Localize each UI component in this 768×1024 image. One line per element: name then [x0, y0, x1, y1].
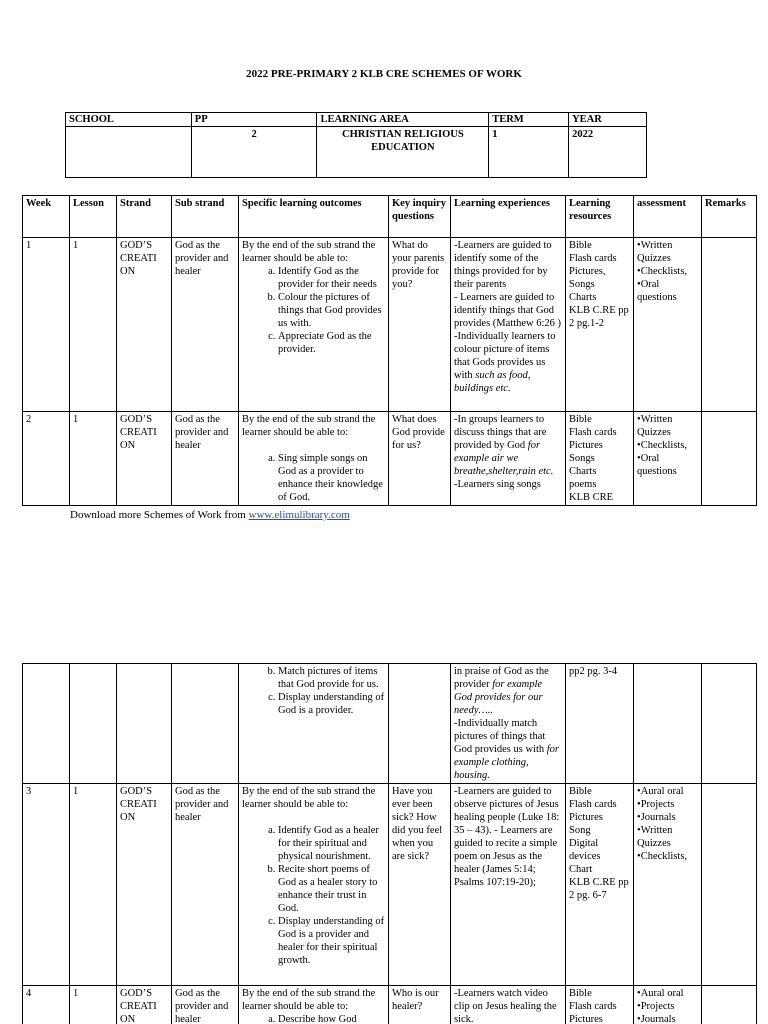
experience-item: -Individually match pictures of things that God provides us with for example clothing, housing.: [454, 718, 560, 781]
table-row: [23, 238, 757, 412]
remarks-cell: [702, 238, 757, 412]
experience-item: -Individually learners to colour picture of items that Gods provides us with such as food, buildings etc.: [454, 331, 556, 394]
outcomes-cell: [239, 986, 389, 1024]
remarks-cell: [702, 784, 757, 986]
assessment-cell: • Aural oral • Projects • Journals • Written Quizzes • Checklists,: [634, 784, 702, 986]
week-cell: 4: [23, 986, 70, 1024]
outcome-item: a. Sing simple songs on God as a provider to enhance their knowledge of God.: [278, 452, 385, 504]
remarks-cell: [702, 412, 757, 506]
resources-cell: pp2 pg. 3-4: [566, 664, 634, 784]
col-strand: Strand: [117, 196, 172, 238]
experience-item: in praise of God as the provider for example God provides for our needy…..: [454, 666, 549, 716]
lesson-cell: 1: [70, 784, 117, 986]
header-school: SCHOOL: [66, 113, 192, 127]
outcomes-cell: [239, 412, 389, 506]
resources-cell: Bible Flash cards Pictures: [566, 986, 634, 1024]
outcomes-cell: [239, 664, 389, 784]
outcomes-cell: [239, 238, 389, 412]
week-cell: 1: [23, 238, 70, 412]
page-title: 2022 PRE-PRIMARY 2 KLB CRE SCHEMES OF WORK: [246, 68, 522, 80]
lesson-cell: 1: [70, 238, 117, 412]
table-row: [23, 784, 757, 986]
col-week: Week: [23, 196, 70, 238]
col-sub-strand: Sub strand: [172, 196, 239, 238]
assessment-cell: • Written Quizzes • Checklists, • Oral questions: [634, 412, 702, 506]
col-key-questions: Key inquiry questions: [389, 196, 451, 238]
outcome-item: a. Identify God as a healer for their spiritual and physical nourishment.: [278, 824, 385, 863]
outcome-item: b. Match pictures of items that God provide for us.: [278, 665, 385, 691]
schemes-table: [22, 195, 757, 506]
col-remarks: Remarks: [702, 196, 757, 238]
experience-item: - Learners are guided to identify things that God provides (Matthew 6:26 ): [454, 292, 562, 329]
strand-cell: GOD’S CREATI ON: [117, 784, 172, 986]
col-assessment: assessment: [634, 196, 702, 238]
outcome-item: b. Colour the pictures of things that God provides us with.: [278, 291, 385, 330]
value-learning-area: CHRISTIAN RELIGIOUS EDUCATION: [317, 127, 489, 178]
elimulibrary-link[interactable]: www.elimulibrary.com: [248, 509, 350, 521]
col-lesson: Lesson: [70, 196, 117, 238]
experience-item: -Learners sing songs: [454, 479, 541, 490]
outcome-item: a. Identify God as the provider for their needs: [278, 265, 385, 291]
value-term: 1: [489, 127, 569, 178]
header-year: YEAR: [569, 113, 647, 127]
header-learning-area: LEARNING AREA: [317, 113, 489, 127]
value-pp: 2: [191, 127, 317, 178]
assessment-cell: • Aural oral • Projects • Journals: [634, 986, 702, 1024]
download-note: Download more Schemes of Work from www.elimulibrary.com: [70, 509, 350, 521]
value-school: [66, 127, 192, 178]
outcomes-intro: By the end of the sub strand the learner should be able to:: [242, 414, 376, 438]
experiences-cell: [451, 238, 566, 412]
col-experiences: Learning experiences: [451, 196, 566, 238]
key-question-cell: Have you ever been sick? How did you feel when you are sick?: [389, 784, 451, 986]
sub-strand-cell: God as the provider and healer: [172, 412, 239, 506]
table-row: [23, 412, 757, 506]
lesson-cell: 1: [70, 986, 117, 1024]
experiences-cell: [451, 412, 566, 506]
resources-cell: Bible Flash cards Pictures Song Digital devices Chart KLB C.RE pp 2 pg. 6-7: [566, 784, 634, 986]
key-question-cell: What do your parents provide for you?: [389, 238, 451, 412]
experience-item: -Learners are guided to identify some of the things provided for by their parents: [454, 240, 552, 290]
lesson-cell: 1: [70, 412, 117, 506]
key-question-cell: What does God provide for us?: [389, 412, 451, 506]
strand-cell: GOD’S CREATI ON: [117, 986, 172, 1024]
week-cell: 2: [23, 412, 70, 506]
table-row: [23, 986, 757, 1024]
experiences-cell: -Learners watch video clip on Jesus healing the sick.: [451, 986, 566, 1024]
school-info-table: [65, 112, 647, 178]
header-pp: PP: [191, 113, 317, 127]
sub-strand-cell: God as the provider and healer: [172, 986, 239, 1024]
outcomes-cell: [239, 784, 389, 986]
schemes-table-continued: [22, 663, 757, 1024]
resources-cell: Bible Flash cards Pictures Songs Charts poems KLB CRE: [566, 412, 634, 506]
experiences-cell: -Learners are guided to observe pictures of Jesus healing people (Luke 18: 35 – 43). - Learners are guided to recite a simple poem on Jesus as the healer (James 5:14; Psalms 107:19-20);: [451, 784, 566, 986]
outcome-item: c. Appreciate God as the provider.: [278, 330, 385, 356]
week-cell: 3: [23, 784, 70, 986]
outcome-item: c. Display understanding of God is a provider and healer for their spiritual growth.: [278, 915, 385, 967]
strand-cell: GOD’S CREATI ON: [117, 412, 172, 506]
key-question-cell: Who is our healer?: [389, 986, 451, 1024]
outcomes-intro: By the end of the sub strand the learner should be able to:: [242, 988, 376, 1012]
col-resources: Learning resources: [566, 196, 634, 238]
remarks-cell: [702, 986, 757, 1024]
outcome-item: c. Display understanding of God is a provider.: [278, 691, 385, 717]
outcome-item: b. Recite short poems of God as a healer story to enhance their trust in God.: [278, 863, 385, 915]
sub-strand-cell: God as the provider and healer: [172, 238, 239, 412]
outcomes-intro: By the end of the sub strand the learner should be able to:: [242, 786, 376, 810]
assessment-cell: • Written Quizzes • Checklists, • Oral questions: [634, 238, 702, 412]
header-term: TERM: [489, 113, 569, 127]
outcomes-intro: By the end of the sub strand the learner should be able to:: [242, 240, 376, 264]
value-year: 2022: [569, 127, 647, 178]
experiences-cell: [451, 664, 566, 784]
resources-cell: Bible Flash cards Pictures, Songs Charts KLB C.RE pp 2 pg.1-2: [566, 238, 634, 412]
outcome-item: a. Describe how God: [278, 1013, 385, 1024]
table-row: [23, 664, 757, 784]
sub-strand-cell: God as the provider and healer: [172, 784, 239, 986]
col-outcomes: Specific learning outcomes: [239, 196, 389, 238]
strand-cell: GOD’S CREATI ON: [117, 238, 172, 412]
experience-item: -In groups learners to discuss things that are provided by God for example air we breathe,shelter,rain etc.: [454, 414, 554, 477]
